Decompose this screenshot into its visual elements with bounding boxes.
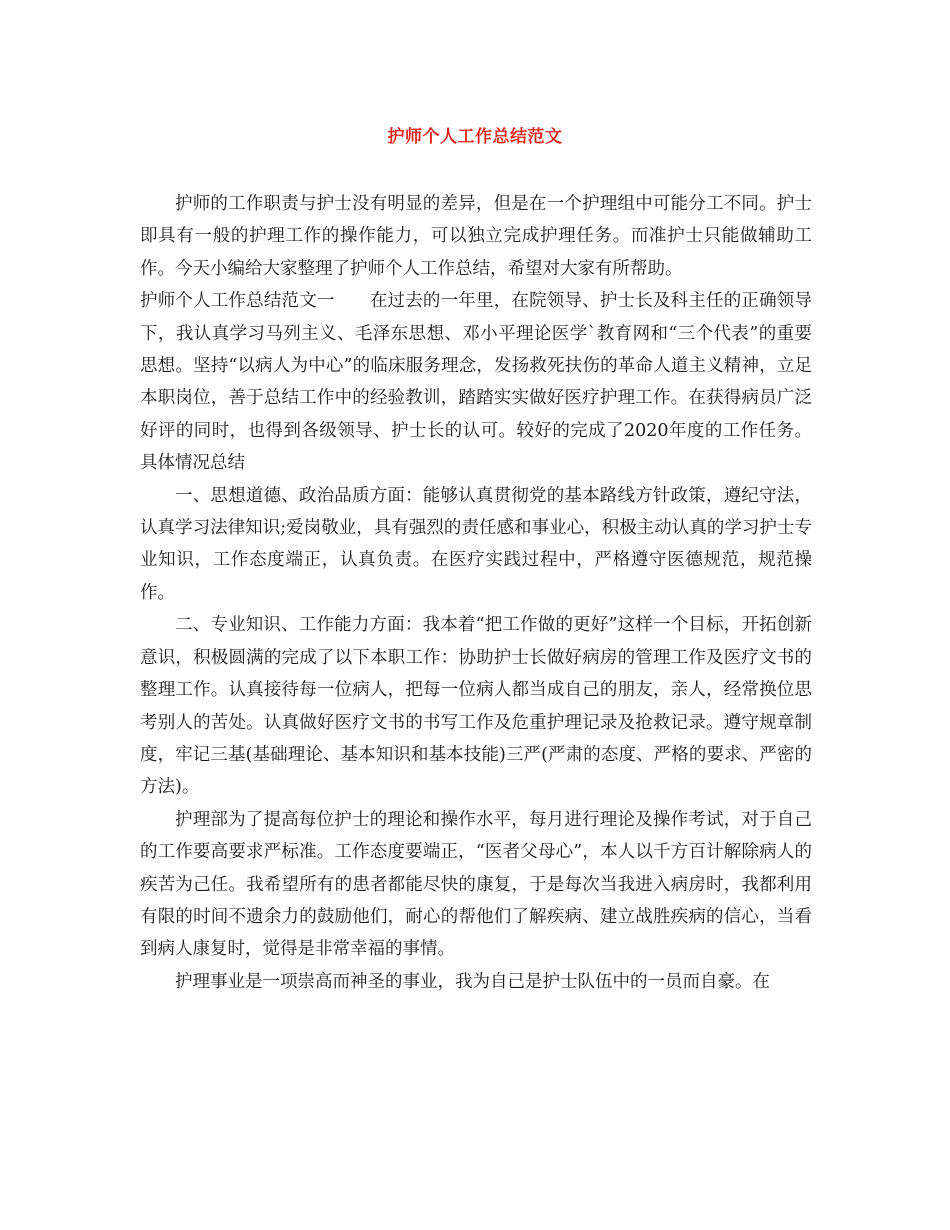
- paragraph-career: 护理事业是一项崇高而神圣的事业，我为自己是护士队伍中的一员而自豪。在: [175, 971, 770, 992]
- section-heading: 护师个人工作总结范文一: [140, 291, 335, 312]
- section-paragraph: [140, 285, 812, 479]
- document-body: [140, 188, 812, 998]
- paragraph-professional: 二、专业知识、工作能力方面：我本着“把工作做的更好”这样一个目标，开拓创新意识，积极圆满的完成了以下本职工作：协助护士长做好病房的管理工作及医疗文书的整理工作。认真接待每一位病人，把每一位病人都当成自己的朋友，亲人，经常换位思考别人的苦处。认真做好医疗文书的书写工作及危重护理记录及抢救记录。遵守规章制度，牢记三基(基础理论、基本知识和基本技能)三严(严肃的态度、严格的要求、严密的方法)。: [140, 615, 812, 798]
- document-title: 护师个人工作总结范文: [387, 127, 563, 147]
- paragraph-training: 护理部为了提高每位护士的理论和操作水平，每月进行理论及操作考试，对于自己的工作要高要求严标准。工作态度要端正，“医者父母心”，本人以千方百计解除病人的疾苦为己任。我希望所有的患者都能尽快的康复，于是每次当我进入病房时，我都利用有限的时间不遗余力的鼓励他们，耐心的帮他们了解疾病、建立战胜疾病的信心，当看到病人康复时，觉得是非常幸福的事情。: [140, 809, 812, 960]
- intro-paragraph: 护师的工作职责与护士没有明显的差异，但是在一个护理组中可能分工不同。护士即具有一般的护理工作的操作能力，可以独立完成护理任务。而准护士只能做辅助工作。今天小编给大家整理了护师个人工作总结，希望对大家有所帮助。: [140, 194, 812, 279]
- paragraph-ideology: 一、思想道德、政治品质方面：能够认真贯彻党的基本路线方针政策，遵纪守法，认真学习法律知识;爱岗敬业，具有强烈的责任感和事业心，积极主动认真的学习护士专业知识，工作态度端正，认真负责。在医疗实践过程中，严格遵守医德规范，规范操作。: [140, 485, 812, 603]
- section-body: 在过去的一年里，在院领导、护士长及科主任的正确领导下，我认真学习马列主义、毛泽东思想、邓小平理论医学`教育网和“三个代表”的重要思想。坚持“以病人为中心”的临床服务理念，发扬救死扶伤的革命人道主义精神，立足本职岗位，善于总结工作中的经验教训，踏踏实实做好医疗护理工作。在获得病员广泛好评的同时，也得到各级领导、护士长的认可。较好的完成了2020年度的工作任务。具体情况总结: [140, 291, 812, 474]
